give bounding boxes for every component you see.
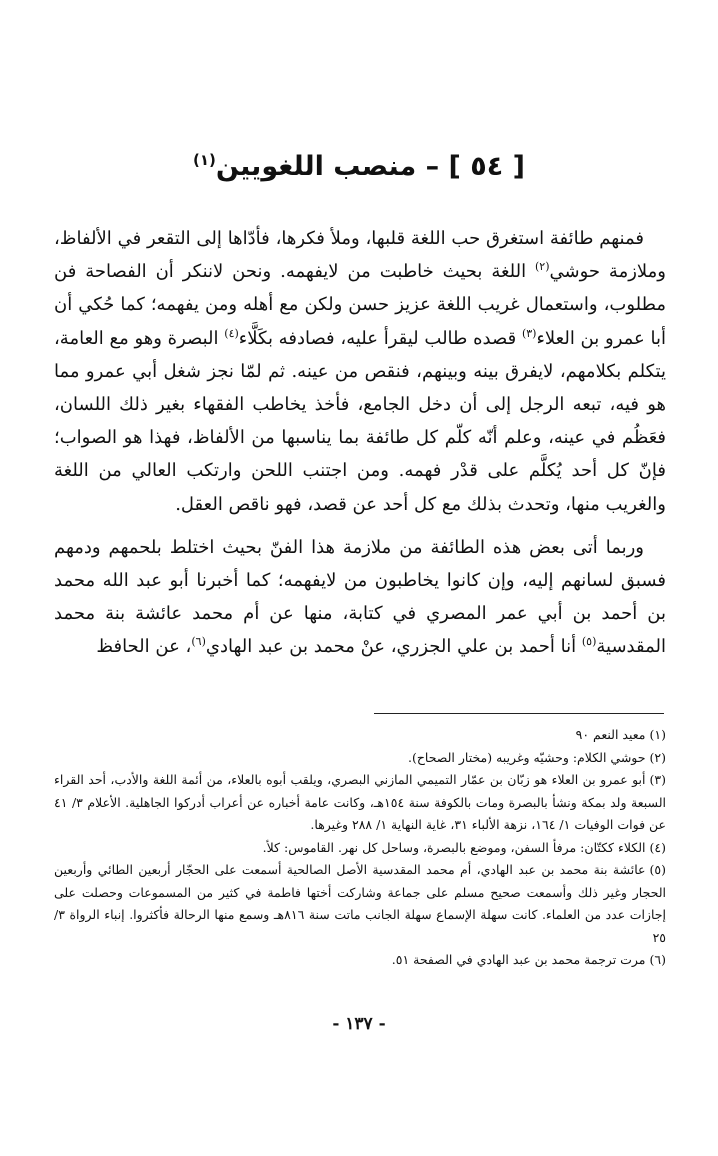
footnote-4 [54,837,666,860]
heading-dash: – [425,151,440,182]
paragraph-1 [54,222,666,521]
section-title: منصب اللغويين [215,151,417,182]
footnote-text: معيد النعم ٩٠ [575,727,646,742]
title-footnote-ref: (١) [192,151,216,169]
paragraph-text: البصرة وهو مع العامة، يتكلم بكلامهم، لايفرق بينه وبينهم، فنقص من عينه. ثم لمّا نجز شغل أبي عمرو مما هو فيه، تبعه الرجل إلى أن دخل الجامع، فأخذ يخاطب الفقهاء بغير ذلك اللسان، فعَظُم في عينه، وعلم أنّه كلّم كل طائفة بما يناسبها من الألفاظ، فهذا هو الصواب؛ فإنّ كل أحد يُكلَّم على قدْر فهمه. ومن اجتنب اللحن وارتكب العالي من اللغة والغريب منها، وتحدث بذلك مع كل أحد عن قصد، فهو ناقص العقل. [54,327,666,515]
footnote-ref: (٥) [581,635,597,649]
footnote-number: (١) [649,727,666,742]
footnote-text: حوشي الكلام: وحشيّه وغريبه (مختار الصحاح). [407,749,646,765]
footnote-5 [54,859,666,949]
footnote-1 [54,724,666,747]
footnote-ref: (٣) [521,326,537,340]
footnote-3 [54,769,666,837]
paragraph-2 [54,531,666,664]
footnote-number: (٦) [649,952,666,967]
page-number: - ١٣٧ - [332,1014,386,1034]
footnote-number: (٤) [649,839,666,855]
footnote-text: أبو عمرو بن العلاء هو زبّان بن عمّار التميمي المازني البصري، ويلقب أبوه بالعلاء، من أئمة اللغة والأدب، أحد القراء السبعة ولد بمكة ونشأ بالبصرة ومات بالكوفة سنة ١٥٤هـ، وكانت عامة أخباره عن أعراب أدركوا الجاهلية. الأعلام ٣/ ٤١ عن فوات الوفيات ١/ ١٦٤، نزهة الألباء ٣١، غاية النهاية ١/ ٢٨٨ وغيرها. [54,772,666,832]
paragraph-text: فمنهم طائفة استغرق حب اللغة قلبها، وملأ فكرها، فأدّاها إلى التقعر في الألفاظ، وملازمة حوشي [54,228,666,283]
footnote-divider [374,713,664,714]
footnote-number: (٥) [649,862,666,877]
footnote-number: (٣) [649,772,666,787]
paragraph-text: قصده طالب ليقرأ عليه، فصادفه بكَلَّاء [238,327,522,349]
footnote-text: مرت ترجمة محمد بن عبد الهادي في الصفحة ٥١. [391,952,646,967]
main-text [54,222,666,664]
footnote-2 [54,747,666,770]
footnote-text: الكلاء ككتّان: مرفأ السفن، وموضع بالبصرة، وساحل كل نهر. القاموس: كلأ. [262,839,646,855]
footnote-ref: (٢) [535,260,550,274]
paragraph-text: أنا أحمد بن علي الجزري، عنْ محمد بن عبد الهادي [205,636,582,658]
footnote-ref: (٦) [191,635,206,649]
section-heading [120,140,598,187]
footnote-ref: (٤) [224,326,239,340]
paragraph-text: اللغة بحيث خاطبت من لايفهمه. ونحن لاننكر أن الفصاحة فن مطلوب، واستعمال غريب اللغة عزيز حسن ولكن مع أهله ومن يفهمه؛ كما حُكي أن أبا عمرو بن العلاء [54,261,667,349]
footnote-6 [54,949,666,972]
footnotes [54,724,666,972]
footnote-text: عائشة بنة محمد بن عبد الهادي، أم محمد المقدسية الأصل الصالحية أسمعت على الحجّار أربعين الطائي وأربعين الحجار وغير ذلك وأسمعت صحيح مسلم على جماعة وشاركت أختها فاطمة في كثير من المسموعات وحصلت على إجازات عدد من العلماء. كانت سهلة الإسماع سهلة الجانب ماتت سنة ٨١٦هـ وسمع منها الرحالة فأكثروا. إنباء الرواة ٣/ ٢٥ [54,862,666,945]
paragraph-text: ، عن الحافظ [96,636,192,658]
footnote-number: (٢) [649,749,666,765]
section-number: [ ٥٤ ] [448,151,526,182]
paragraph-text: وربما أتى بعض هذه الطائفة من ملازمة هذا الفنّ بحيث اختلط بلحمهم ودمهم فسبق لسانهم إليه، وإن كانوا يخاطبون من لايفهمه؛ كما أخبرنا أبو عبد الله محمد بن أحمد بن أبي عمر المصري في كتابة، منها عن أم محمد عائشة بنة محمد المقدسية [54,536,666,658]
